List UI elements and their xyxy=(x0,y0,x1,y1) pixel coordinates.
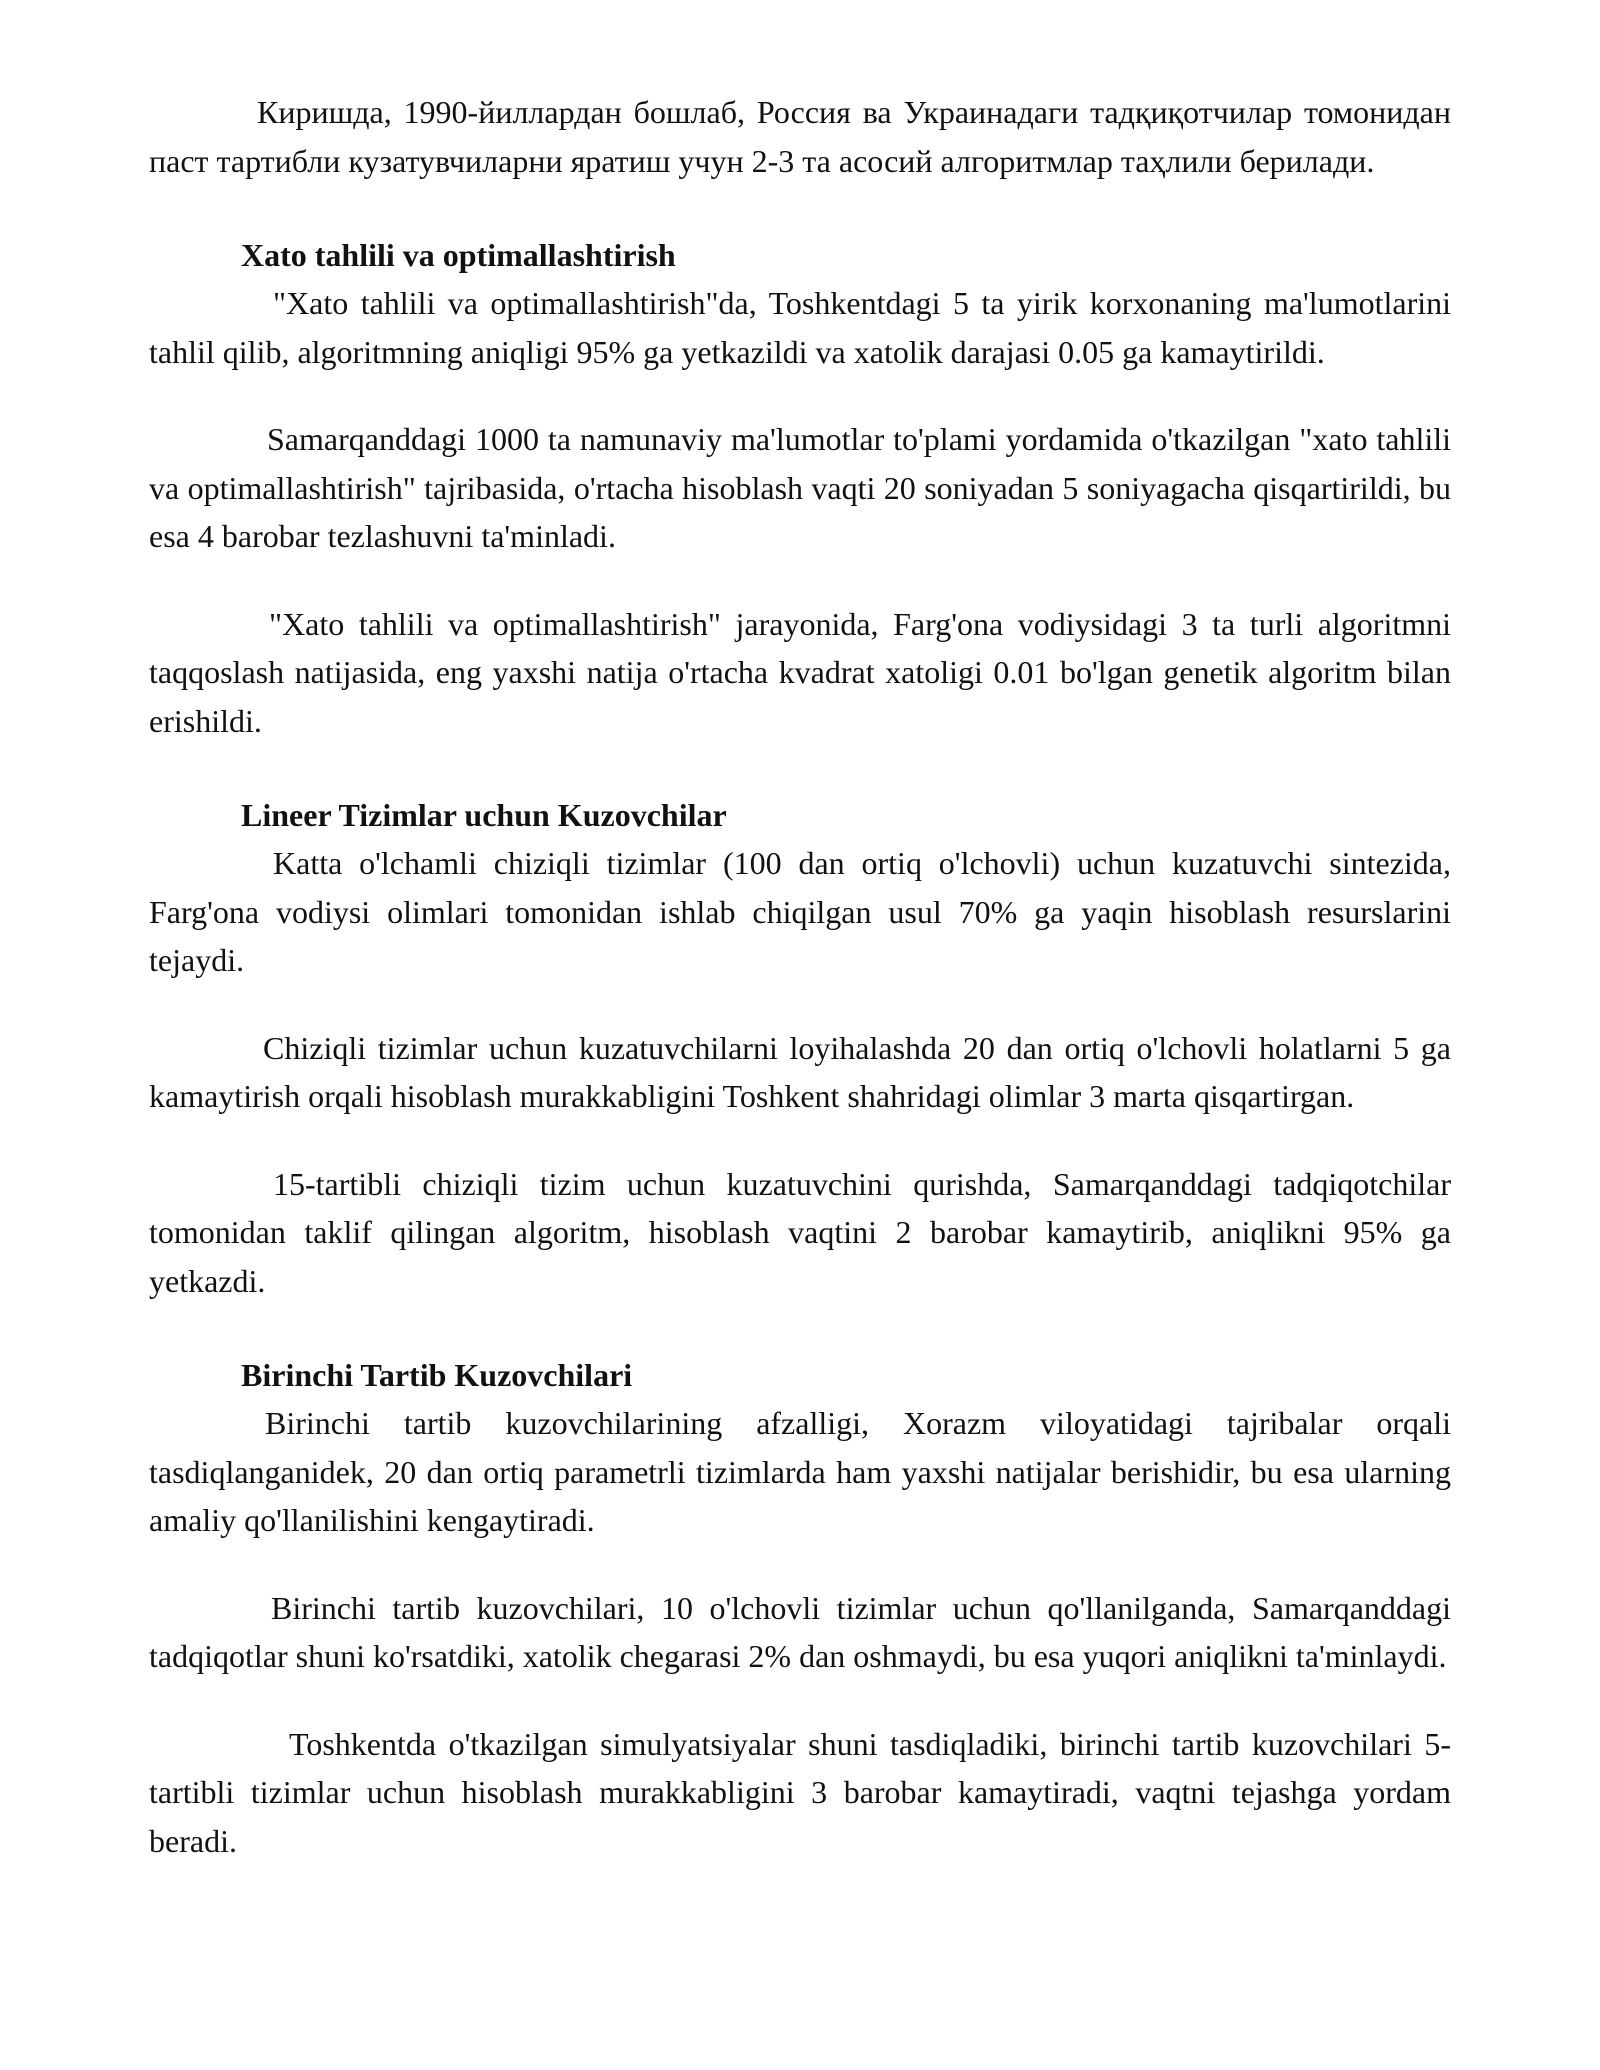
paragraph: Toshkentda o'tkazilgan simulyatsiyalar shuni tasdiqladiki, birinchi tartib kuzovchilari 5-tartibli tizimlar uchun hisoblash murakkabligini 3 barobar kamaytiradi, vaqtni tejashga yordam beradi. xyxy=(149,1725,1451,1859)
paragraph: Samarqanddagi 1000 ta namunaviy ma'lumotlar to'plami yordamida o'tkazilgan "xato tahlili va optimallashtirish" tajribasida, o'rtacha hisoblash vaqti 20 soniyadan 5 soniyagacha qisqartirildi, bu esa 4 barobar tezlashuvni ta'minladi. xyxy=(149,421,1451,554)
paragraph: 15-tartibli chiziqli tizim uchun kuzatuvchini qurishda, Samarqanddagi tadqiqotchilar tomonidan taklif qilingan algoritm, hisoblash vaqtini 2 barobar kamaytirib, aniqlikni 95% ga yetkazdi. xyxy=(149,1165,1451,1299)
paragraph: "Xato tahlili va optimallashtirish" jarayonida, Farg'ona vodiysidagi 3 ta turli algoritmni taqqoslash natijasida, eng yaxshi natija o'rtacha kvadrat xatoligi 0.01 bo'lgan genetik algoritm bilan erishildi. xyxy=(149,605,1451,739)
document-body xyxy=(149,88,1451,1865)
paragraph: Chiziqli tizimlar uchun kuzatuvchilarni loyihalashda 20 dan ortiq o'lchovli holatlarni 5 ga kamaytirish orqali hisoblash murakkabligini Toshkent shahridagi olimlar 3 marta qisqartirgan. xyxy=(149,1029,1451,1114)
section-heading-first-order: Birinchi Tartib Kuzovchilari xyxy=(241,1357,633,1393)
section-heading-linear-systems: Lineer Tizimlar uchun Kuzovchilar xyxy=(241,797,727,833)
paragraph: Katta o'lchamli chiziqli tizimlar (100 dan ortiq o'lchovli) uchun kuzatuvchi sintezida, Farg'ona vodiysi olimlari tomonidan ishlab chiqilgan usul 70% ga yaqin hisoblash resurslarini tejaydi. xyxy=(149,845,1451,978)
section-heading-error-analysis: Xato tahlili va optimallashtirish xyxy=(241,237,676,273)
paragraph: "Xato tahlili va optimallashtirish"da, Toshkentdagi 5 ta yirik korxonaning ma'lumotlarini tahlil qilib, algoritmning aniqligi 95% ga yetkazildi va xatolik darajasi 0.05 ga kamaytirildi. xyxy=(149,285,1451,370)
intro-paragraph: Киришда, 1990-йиллардан бошлаб, Россия ва Украинадаги тадқиқотчилар томонидан паст тартибли кузатувчиларни яратиш учун 2-3 та асосий алгоритмлар таҳлили берилади. xyxy=(149,94,1451,179)
paragraph: Birinchi tartib kuzovchilari, 10 o'lchovli tizimlar uchun qo'llanilganda, Samarqanddagi tadqiqotlar shuni ko'rsatdiki, xatolik chegarasi 2% dan oshmaydi, bu esa yuqori aniqlikni ta'minlaydi. xyxy=(149,1589,1451,1674)
paragraph: Birinchi tartib kuzovchilarining afzalligi, Xorazm viloyatidagi tajribalar orqali tasdiqlanganidek, 20 dan ortiq parametrli tizimlarda ham yaxshi natijalar berishidir, bu esa ularning amaliy qo'llanilishini kengaytiradi. xyxy=(149,1405,1451,1538)
